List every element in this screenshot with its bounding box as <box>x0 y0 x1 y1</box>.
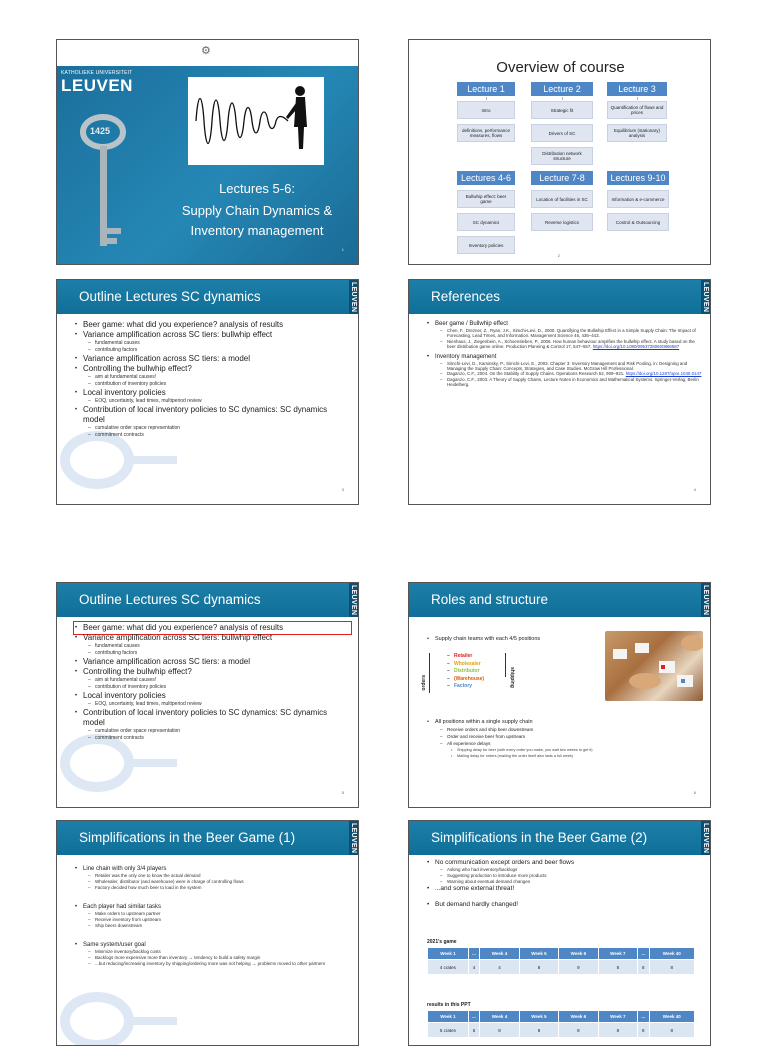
reference-group: • Beer game / Bullwhip effect – Chen, F., Drezner, Z., Ryan, J.K., Simchi-Levi, D., 2000. Quantifying the Bullwhip Effect in a Simple Supply Chain: The Impact of Forecasting, Lead Times, and Information. Management Science 46, 436–443. – Nienhaus, J., Ziegenbein, A., Schoensleben, P., 2006. How human behaviour amplifies the bullwhip effect. A study based on the beer distribution game online. Production Planning & Control 17, 547–557. https://doi.org/10.1080/09537280600866587 <box>427 320 702 350</box>
simplification-point: • Each player had similar tasks – Make orders to upstream partner – Receive inventory from upstream – Ship beers downstream <box>75 903 353 929</box>
brand-label: LEUVEN <box>350 823 357 854</box>
outline-subitem: – aim at fundamental causes! <box>83 374 350 381</box>
outline-subitem: – commitment contracts <box>83 735 350 742</box>
simplification-sub: – Factory decided how much beer to load in the system <box>83 885 353 891</box>
slide-title: Roles and structure <box>431 592 549 607</box>
delay-item: • Shipping delay for beer (with every order you make, you wait two weeks to get it) <box>447 747 707 753</box>
connector <box>562 97 563 100</box>
slide-references <box>408 279 711 505</box>
role-wholesaler: – Wholesaler <box>447 661 484 669</box>
table-cell: 5 <box>468 1023 479 1038</box>
reference-item: – Daganzo, C.F., 2003. A Theory of Supply Chains, Lecture Notes in Economics and Mathematical Systems. Springer-Verlag, Berlin Heidelberg. <box>435 377 702 388</box>
table-cell: ... <box>468 948 479 960</box>
table-cell: Week 4 <box>480 948 519 960</box>
topic-box: Equilibrium (stationary) analysis <box>607 124 667 142</box>
outline-subitem: – cumulative order space representation <box>83 728 350 735</box>
outline-item-highlighted: • Beer game: what did you experience? analysis of results <box>75 623 350 633</box>
key-watermark-icon <box>57 971 177 1046</box>
topic-box: SC dynamics <box>457 213 515 231</box>
table-caption: 2021's game <box>427 939 457 945</box>
brand-label: LEUVEN <box>350 282 357 313</box>
page-number: 6 <box>693 790 696 795</box>
page-number: 1 <box>341 247 344 252</box>
title-line-3: Inventory management <box>190 223 324 238</box>
reference-item: – Simchi-Levi, D., Kaminsky, P., Simchi-Levi, E., 2003. Chapter 3: Inventory Management and Risk Pooling, in: Designing and Managing the Supply Chain: Concepts, Strategies, and Case Studies. McGraw Hill Professional. <box>435 361 702 372</box>
title-line-1: Lectures 5-6: <box>219 181 295 196</box>
outline-subitem: – commitment contracts <box>83 432 350 439</box>
key-number: 1425 <box>90 126 111 136</box>
outline-item: • Beer game: what did you experience? analysis of results <box>75 320 350 330</box>
position-sub: – All experience delays • Shipping delay for beer (with every order you make, you wait two weeks to get it) • Mailing delay for orders (mailing the order itself also lasts a full week) <box>435 740 707 759</box>
slide-header <box>57 280 359 314</box>
brand-label: LEUVEN <box>702 823 709 854</box>
lecture-label: Lectures 4-6 <box>457 171 515 185</box>
bullwhip-illustration <box>188 77 324 165</box>
table-cell: Week 6 <box>559 948 598 960</box>
table-cell: Week 4 <box>480 1011 519 1023</box>
position-sub: – Receive orders and ship beer downstream <box>435 726 707 733</box>
slide-title: Outline Lectures SC dynamics <box>79 289 261 304</box>
lecture-label: Lecture 7-8 <box>531 171 593 185</box>
reference-item: – Nienhaus, J., Ziegenbein, A., Schoensleben, P., 2006. How human behaviour amplifies the bullwhip effect. A study based on the beer distribution game online. Production Planning & Control 17, 547–557. https://doi.org/10.1080/09537280600866587 <box>435 339 702 350</box>
brand-label: LEUVEN <box>350 585 357 616</box>
table-cell: 4 <box>480 960 519 975</box>
shipping-label: shipping <box>509 667 515 688</box>
simplification-sub: – Ship beers downstream <box>83 923 353 929</box>
brand-side-tab <box>349 280 359 314</box>
outline-item: • Variance amplification across SC tiers: bullwhip effect – fundamental causes – contributing factors <box>75 633 350 657</box>
simplification-sub: – ...but reducing/increasing inventory by shipping/ordering more was not helping → problems moved to other partners <box>83 961 353 967</box>
slide-header <box>409 280 711 314</box>
lecture-label: Lecture 2 <box>531 82 593 96</box>
outline-list <box>75 320 350 439</box>
brand-side-tab <box>701 280 711 314</box>
table-cell: Week 6 <box>559 1011 598 1023</box>
slide-outline-highlighted <box>56 582 359 808</box>
slide-header <box>57 821 359 855</box>
role-distributor: – Distributor <box>447 668 484 676</box>
connector <box>486 97 487 100</box>
game-board-icon <box>605 631 703 701</box>
role-warehouse: – (Warehouse) <box>447 676 484 684</box>
roles-list <box>447 653 484 691</box>
brand-label: LEUVEN <box>702 585 709 616</box>
brand-side-tab <box>701 583 711 617</box>
reference-item: – Daganzo, C.F., 2004. On the Stability of Supply Chains. Operations Research 52, 909–921. https://doi.org/10.1287/opre.1040.0147 <box>435 371 702 376</box>
table-cell: 8 <box>519 1023 558 1038</box>
table-cell: Week 1 <box>428 1011 469 1023</box>
table-cell: 4 crates <box>428 960 469 975</box>
slide-title: Outline Lectures SC dynamics <box>79 592 261 607</box>
delay-item: • Mailing delay for orders (mailing the order itself also lasts a full week) <box>447 753 707 759</box>
simplification-sub: – Wholesaler, distributor (and warehouse) were in charge of controlling flows <box>83 879 353 885</box>
topic-box: Drivers of SC <box>531 124 593 142</box>
orders-label: orders <box>421 675 427 691</box>
simplification-point: • Same system/user goal – Minimize inventory/backlog costs – Backlogs more expensive more than inventory → tendency to build a safety margin – ...but reducing/increasing inventory by shipping/ordering more was not helping → problems moved to other partners <box>75 941 353 967</box>
doi-link[interactable]: https://doi.org/10.1287/opre.1040.0147 <box>625 371 702 377</box>
slide-simplifications-1 <box>56 820 359 1046</box>
topic-box: Distribution network structure <box>531 147 593 165</box>
slide-outline <box>56 279 359 505</box>
doi-link[interactable]: https://doi.org/10.1080/09537280600866587 <box>592 344 680 350</box>
outline-item: • Controlling the bullwhip effect? – aim at fundamental causes! – contribution of inventory policies <box>75 667 350 691</box>
roles-intro: • Supply chain teams with each 4/5 positions <box>427 636 540 642</box>
table-cell: Week 5 <box>519 1011 558 1023</box>
slide-overview <box>408 39 711 265</box>
simplification-sub: – Backlogs more expensive more than inventory → tendency to build a safety margin <box>83 955 353 961</box>
university-seal-icon: ⚙ <box>201 45 211 57</box>
title-line-2: Supply Chain Dynamics & <box>181 203 333 218</box>
connector <box>637 97 638 100</box>
simplification-list <box>75 861 353 967</box>
simplification-sub: – Make orders to upstream partner <box>83 911 353 917</box>
simplification-sub: – Retailer was the only one to know the actual demand <box>83 873 353 879</box>
table-cell: Week 7 <box>598 1011 637 1023</box>
table-cell: Week 40 <box>649 1011 694 1023</box>
demand-table-ppt <box>427 1010 695 1038</box>
table-cell: 8 <box>480 1023 519 1038</box>
table-caption: results in this PPT <box>427 1002 471 1008</box>
simplification-tail: • ...and some external threat! <box>427 885 705 893</box>
outline-list <box>75 623 350 742</box>
topic-box: Reverse logistics <box>531 213 593 231</box>
outline-subitem: – contribution of inventory policies <box>83 381 350 388</box>
outline-subitem: – contribution of inventory policies <box>83 684 350 691</box>
topic-box: Bullwhip effect: beer game <box>457 190 515 208</box>
demand-table-2021 <box>427 947 695 975</box>
simplification-sub: – Suggesting production to introduce more products <box>435 873 705 879</box>
table-cell: 8 <box>638 1023 649 1038</box>
bullwhip-figure-icon <box>188 77 324 165</box>
reference-group: • Inventory management – Simchi-Levi, D., Kaminsky, P., Simchi-Levi, E., 2003. Chapter 3: Inventory Management and Risk Pooling, in: Designing and Managing the Supply Chain: Concepts, Strategies, and Case Studies. McGraw Hill Professional. – Daganzo, C.F., 2004. On the Stability of Supply Chains. Operations Research 52, 909–921. https://doi.org/10.1287/opre.1040.0147 – Daganzo, C.F., 2003. A Theory of Supply Chains, Lecture Notes in Economics and Mathematical Systems. Springer-Verlag, Berlin Heidelberg. <box>427 353 702 388</box>
simplification-sub: – Minimize inventory/backlog costs <box>83 949 353 955</box>
slide-title: Simplifications in the Beer Game (1) <box>79 830 296 845</box>
table-cell: Week 1 <box>428 948 469 960</box>
table-cell: 9 <box>559 960 598 975</box>
lecture-label: Lecture 1 <box>457 82 515 96</box>
outline-subitem: – cumulative order space representation <box>83 425 350 432</box>
outline-subitem: – aim at fundamental causes! <box>83 677 350 684</box>
outline-item: • Contribution of local inventory policies to SC dynamics: SC dynamics model – cumulative order space representation – commitment contracts <box>75 708 350 742</box>
table-cell: 8 <box>649 1023 694 1038</box>
simplification-sub: – Asking who had inventory/backlogs <box>435 867 705 873</box>
brand-label: LEUVEN <box>702 282 709 313</box>
slide-header <box>409 821 711 855</box>
page-number: 5 <box>341 790 344 795</box>
simplification-sub: – Warning about eventual demand changes <box>435 879 705 885</box>
table-cell: 8 <box>519 960 558 975</box>
positions-main: • All positions within a single supply chain – Receive orders and ship beer downstream – Order and receive beer from upstream – All experience delays • Shipping delay for beer (with every order you make, you wait two weeks to get it) • Mailing delay for orders (mailing the order itself also lasts a full week) <box>427 719 707 759</box>
outline-subitem: – fundamental causes <box>83 340 350 347</box>
topic-box: Strategic fit <box>531 101 593 119</box>
reference-list <box>427 320 702 388</box>
university-name-small: KATHOLIEKE UNIVERSITEIT <box>61 70 133 76</box>
outline-subitem: – fundamental causes <box>83 643 350 650</box>
topic-box: definitions, performance measures, flows <box>457 124 515 142</box>
page-number: 3 <box>341 487 344 492</box>
simplification-point: • No communication except orders and beer flows – Asking who had inventory/backlogs – Suggesting production to introduce more products – Warning about eventual demand changes <box>427 859 705 885</box>
table-row <box>428 960 695 975</box>
slide-title: Overview of course <box>496 59 625 76</box>
table-cell: 8 <box>598 960 637 975</box>
outline-subitem: – EOQ, uncertainty, lead times, multiperiod review <box>83 398 350 405</box>
table-cell: 4 <box>468 960 479 975</box>
outline-item: • Variance amplification across SC tiers: bullwhip effect – fundamental causes – contributing factors <box>75 330 350 354</box>
table-header-row <box>428 1011 695 1023</box>
role-factory: – Factory <box>447 683 484 691</box>
reference-item: – Chen, F., Drezner, Z., Ryan, J.K., Simchi-Levi, D., 2000. Quantifying the Bullwhip Effect in a Simple Supply Chain: The Impact of Forecasting, Lead Times, and Information. Management Science 46, 436–443. <box>435 328 702 339</box>
positions-list <box>427 719 707 759</box>
brand-side-tab <box>701 821 711 855</box>
simplification-point: • But demand hardly changed! <box>427 901 705 909</box>
brand-side-tab <box>349 583 359 617</box>
position-sub: – Order and receive beer from upstream <box>435 733 707 740</box>
table-cell: Week 40 <box>649 948 694 960</box>
topic-box: Information & e-commerce <box>607 190 669 208</box>
university-name-big: LEUVEN <box>61 76 133 95</box>
table-cell: 8 <box>638 960 649 975</box>
simplification-list <box>427 859 705 909</box>
page-number: 4 <box>693 487 696 492</box>
topic-box: Location of facilities in SC <box>531 190 593 208</box>
outline-item: • Variance amplification across SC tiers: a model <box>75 354 350 364</box>
slide-header <box>409 583 711 617</box>
slide-roles <box>408 582 711 808</box>
outline-item: • Controlling the bullwhip effect? – aim at fundamental causes! – contribution of inventory policies <box>75 364 350 388</box>
table-cell: ... <box>468 1011 479 1023</box>
page-number: 2 <box>557 253 560 258</box>
brand-side-tab <box>349 821 359 855</box>
table-cell: 8 <box>598 1023 637 1038</box>
topic-box: Inventory policies <box>457 236 515 254</box>
table-header-row <box>428 948 695 960</box>
beer-game-photo <box>605 631 703 701</box>
slide-header <box>57 583 359 617</box>
table-cell: ... <box>638 948 649 960</box>
role-retailer: – Retailer <box>447 653 484 661</box>
slide-title: Simplifications in the Beer Game (2) <box>431 830 648 845</box>
slide-title <box>56 39 359 265</box>
simplification-sub: – Receive inventory from upstream <box>83 917 353 923</box>
simplification-point: • Line chain with only 3/4 players – Retailer was the only one to know the actual demand – Wholesaler, distributor (and warehouse) were in charge of controlling flows – Factory decided how much beer to load in the system <box>75 865 353 891</box>
table-row <box>428 1023 695 1038</box>
outline-subitem: – contributing factors <box>83 650 350 657</box>
table-cell: Week 5 <box>519 948 558 960</box>
slide-title: References <box>431 289 501 304</box>
topic-box: Quantification of flows and prices <box>607 101 667 119</box>
topic-box: Intro <box>457 101 515 119</box>
outline-subitem: – contributing factors <box>83 347 350 354</box>
outline-subitem: – EOQ, uncertainty, lead times, multiperiod review <box>83 701 350 708</box>
outline-item: • Local inventory policies – EOQ, uncertainty, lead times, multiperiod review <box>75 388 350 405</box>
outline-item: • Contribution of local inventory policies to SC dynamics: SC dynamics model – cumulative order space representation – commitment contracts <box>75 405 350 439</box>
topic-box: Control & Outsourcing <box>607 213 669 231</box>
table-cell: 8 <box>649 960 694 975</box>
outline-item: • Variance amplification across SC tiers: a model <box>75 657 350 667</box>
table-cell: 5 crates <box>428 1023 469 1038</box>
table-cell: ... <box>638 1011 649 1023</box>
outline-item: • Local inventory policies – EOQ, uncertainty, lead times, multiperiod review <box>75 691 350 708</box>
table-cell: 8 <box>559 1023 598 1038</box>
lecture-label: Lectures 9-10 <box>607 171 669 185</box>
lecture-label: Lecture 3 <box>607 82 667 96</box>
shipping-arrow-icon <box>505 653 506 677</box>
slide-simplifications-2 <box>408 820 711 1046</box>
orders-arrow-icon <box>429 653 430 693</box>
table-cell: Week 7 <box>598 948 637 960</box>
